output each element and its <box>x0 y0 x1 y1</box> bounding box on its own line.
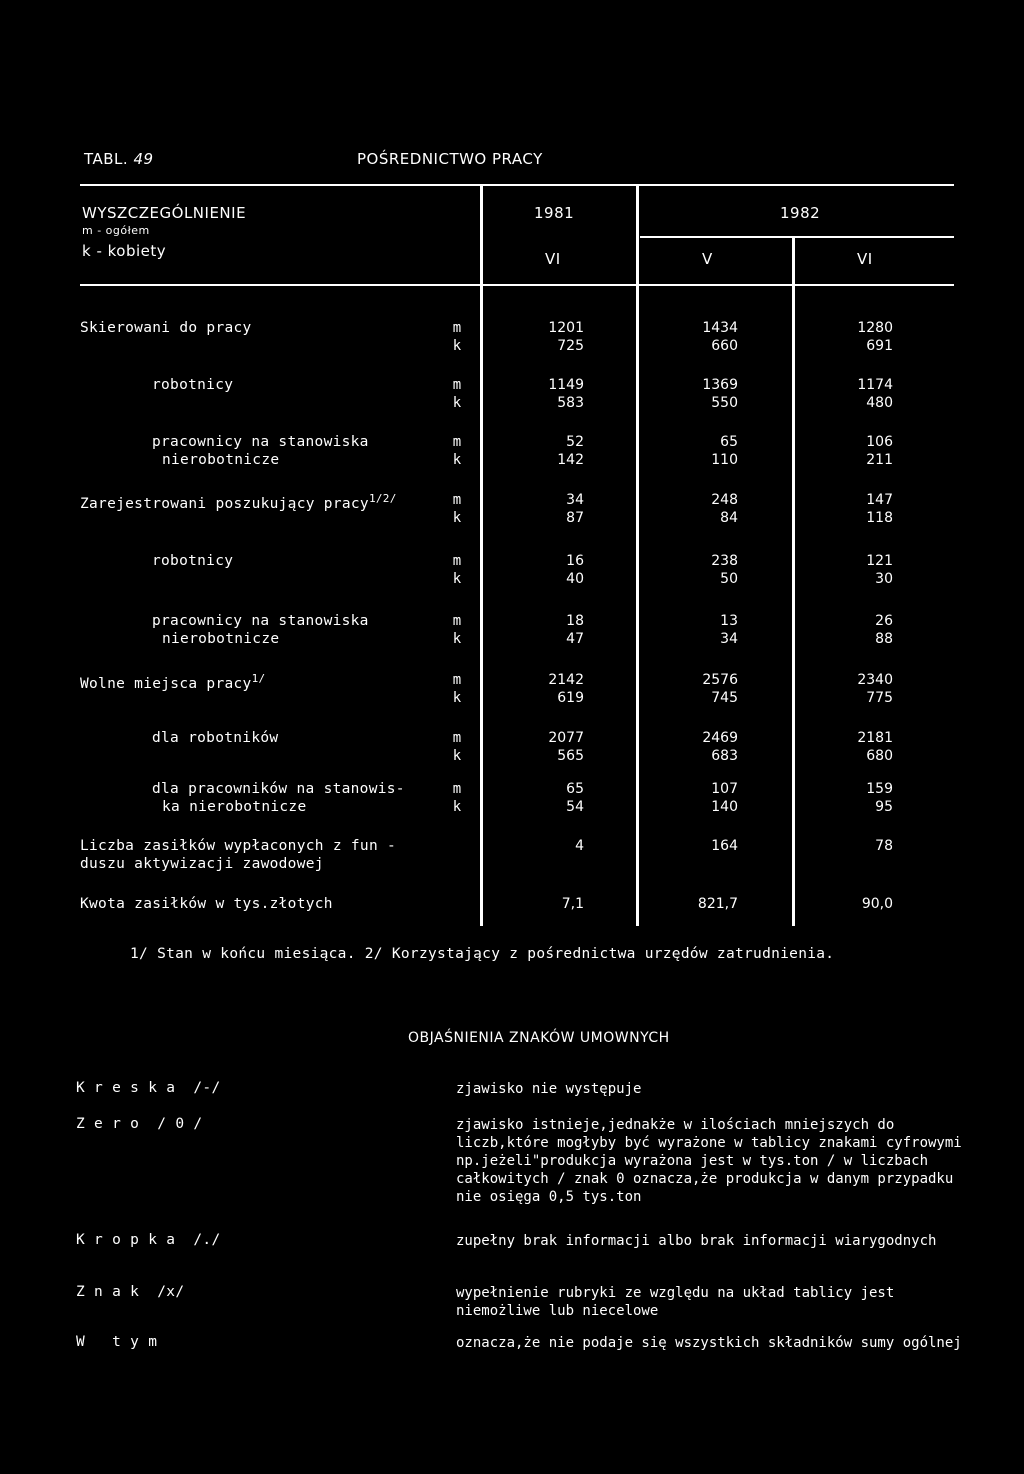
footnote: 1/ Stan w końcu miesiąca. 2/ Korzystający z pośrednictwa urzędów zatrudnienia. <box>130 946 835 962</box>
year-1982: 1982 <box>780 204 821 222</box>
legend-sign: Z n a k /x/ <box>76 1284 185 1300</box>
cell-m: 121 <box>866 553 893 569</box>
cell-k: 40 <box>566 571 584 587</box>
cell-k: 550 <box>711 395 738 411</box>
row-zasilki-label-2: duszu aktywizacji zawodowej <box>80 856 324 872</box>
legend-desc: zjawisko nie występuje <box>456 1081 642 1097</box>
cell-m: 13 <box>720 613 738 629</box>
cell-m: 2576 <box>702 672 738 688</box>
marker-m: m <box>452 553 462 569</box>
cell-m: 1369 <box>702 377 738 393</box>
cell-m: 65 <box>566 781 584 797</box>
marker-m: m <box>452 730 462 746</box>
cell-k: 47 <box>566 631 584 647</box>
cell-k: 583 <box>557 395 584 411</box>
cell-m: 1174 <box>857 377 893 393</box>
cell-m: 52 <box>566 434 584 450</box>
table-title: POŚREDNICTWO PRACY <box>357 150 543 168</box>
row-label-cont: nierobotnicze <box>162 631 280 647</box>
cell-m: 107 <box>711 781 738 797</box>
legend-desc: oznacza,że nie podaje się wszystkich składników sumy ogólnej <box>456 1335 962 1351</box>
legend-desc: zupełny brak informacji albo brak informacji wiarygodnych <box>456 1233 937 1249</box>
legend-sign: Z e r o / 0 / <box>76 1116 203 1132</box>
cell-k: 34 <box>720 631 738 647</box>
marker-m: m <box>452 434 462 450</box>
cell-k: 54 <box>566 799 584 815</box>
col-divider-1 <box>480 186 483 926</box>
marker-m: m <box>452 613 462 629</box>
row-label: Skierowani do pracy <box>80 320 252 336</box>
cell-k: 140 <box>711 799 738 815</box>
cell-m: 238 <box>711 553 738 569</box>
cell-k: 619 <box>557 690 584 706</box>
marker-k: k <box>452 571 462 587</box>
marker-k: k <box>452 799 462 815</box>
zasilki-1982-v: 164 <box>711 838 738 854</box>
legend-desc: wypełnienie rubryki ze względu na układ tablicy jest niemożliwe lub niecelowe <box>456 1285 895 1319</box>
cell-k: 775 <box>866 690 893 706</box>
cell-k: 680 <box>866 748 893 764</box>
cell-k: 211 <box>866 452 893 468</box>
row-kwota-label: Kwota zasiłków w tys.złotych <box>80 896 333 912</box>
marker-m: m <box>452 781 462 797</box>
footnote-ref: 1/ <box>251 672 266 685</box>
cell-m: 18 <box>566 613 584 629</box>
cell-m: 1280 <box>857 320 893 336</box>
cell-k: 480 <box>866 395 893 411</box>
kwota-1982-v: 821,7 <box>697 896 738 912</box>
row-label: Zarejestrowani poszukujący pracy$^{1/2/}$ <box>80 492 397 512</box>
cell-m: 1201 <box>548 320 584 336</box>
cell-m: 26 <box>875 613 893 629</box>
row-label: dla robotników <box>152 730 279 746</box>
stub-header: WYSZCZEGÓLNIENIE <box>82 204 247 222</box>
zasilki-1982-vi: 78 <box>875 838 893 854</box>
footnote-ref: 1/2/ <box>368 492 397 505</box>
marker-k: k <box>452 748 462 764</box>
col-1982-v: V <box>702 250 713 268</box>
marker-k: k <box>452 631 462 647</box>
row-label-cont: ka nierobotnicze <box>162 799 307 815</box>
col-1981-vi: VI <box>545 250 561 268</box>
cell-m: 147 <box>866 492 893 508</box>
legend-sign: K r o p k a /./ <box>76 1232 221 1248</box>
marker-k: k <box>452 510 462 526</box>
cell-k: 691 <box>866 338 893 354</box>
cell-k: 95 <box>875 799 893 815</box>
cell-k: 142 <box>557 452 584 468</box>
marker-k: k <box>452 452 462 468</box>
legend-title: OBJAŚNIENIA ZNAKÓW UMOWNYCH <box>408 1030 670 1046</box>
cell-m: 16 <box>566 553 584 569</box>
marker-k: k <box>452 690 462 706</box>
marker-k: k <box>452 338 462 354</box>
row-label: pracownicy na stanowiska <box>152 613 369 629</box>
col-divider-2 <box>636 186 639 926</box>
legend-sign: K r e s k a /-/ <box>76 1080 221 1096</box>
cell-m: 34 <box>566 492 584 508</box>
row-label: dla pracowników na stanowis- <box>152 781 405 797</box>
cell-k: 30 <box>875 571 893 587</box>
cell-m: 1149 <box>548 377 584 393</box>
cell-m: 248 <box>711 492 738 508</box>
header-rule <box>80 284 954 286</box>
kwota-1982-vi: 90,0 <box>861 896 893 912</box>
cell-k: 50 <box>720 571 738 587</box>
cell-m: 2340 <box>857 672 893 688</box>
legend-desc: zjawisko istnieje,jednakże w ilościach mniejszych do liczb,które mogłyby być wyrażone w tablicy znakami cyfrowymi np.jeżeli"produkcja wyrażona jest w tys.ton / w liczbach całkowitych / znak 0 oznacza,że produkcja w danym przypadku nie osięga 0,5 tys.ton <box>456 1117 962 1205</box>
row-label-cont: nierobotnicze <box>162 452 280 468</box>
table-number: TABL. 49 <box>84 150 154 168</box>
cell-m: 159 <box>866 781 893 797</box>
cell-k: 745 <box>711 690 738 706</box>
row-label: robotnicy <box>152 377 234 393</box>
marker-k: k <box>452 395 462 411</box>
cell-k: 660 <box>711 338 738 354</box>
year-rule <box>640 236 954 238</box>
row-zasilki-label-1: Liczba zasiłków wypłaconych z fun - <box>80 838 397 854</box>
row-label: pracownicy na stanowiska <box>152 434 369 450</box>
top-rule <box>80 184 954 186</box>
kwota-1981-vi: 7,1 <box>561 896 584 912</box>
cell-m: 2181 <box>857 730 893 746</box>
cell-m: 65 <box>720 434 738 450</box>
col-1982-vi: VI <box>857 250 873 268</box>
marker-m: m <box>452 320 462 336</box>
col-divider-3 <box>792 236 795 926</box>
cell-m: 2142 <box>548 672 584 688</box>
row-label: robotnicy <box>152 553 234 569</box>
marker-m: m <box>452 377 462 393</box>
row-label: Wolne miejsca pracy$^{1/}$ <box>80 672 266 692</box>
marker-m: m <box>452 672 462 688</box>
cell-k: 683 <box>711 748 738 764</box>
cell-k: 725 <box>557 338 584 354</box>
cell-k: 84 <box>720 510 738 526</box>
cell-k: 87 <box>566 510 584 526</box>
cell-m: 106 <box>866 434 893 450</box>
zasilki-1981-vi: 4 <box>575 838 584 854</box>
cell-k: 118 <box>866 510 893 526</box>
cell-m: 2077 <box>548 730 584 746</box>
cell-k: 88 <box>875 631 893 647</box>
cell-m: 2469 <box>702 730 738 746</box>
cell-k: 110 <box>711 452 738 468</box>
legend-sign: W t y m <box>76 1334 158 1350</box>
stub-legend-m: m - ogółem <box>82 224 150 237</box>
cell-m: 1434 <box>702 320 738 336</box>
marker-m: m <box>452 492 462 508</box>
stub-legend-k: k - kobiety <box>82 242 167 260</box>
year-1981: 1981 <box>534 204 575 222</box>
cell-k: 565 <box>557 748 584 764</box>
